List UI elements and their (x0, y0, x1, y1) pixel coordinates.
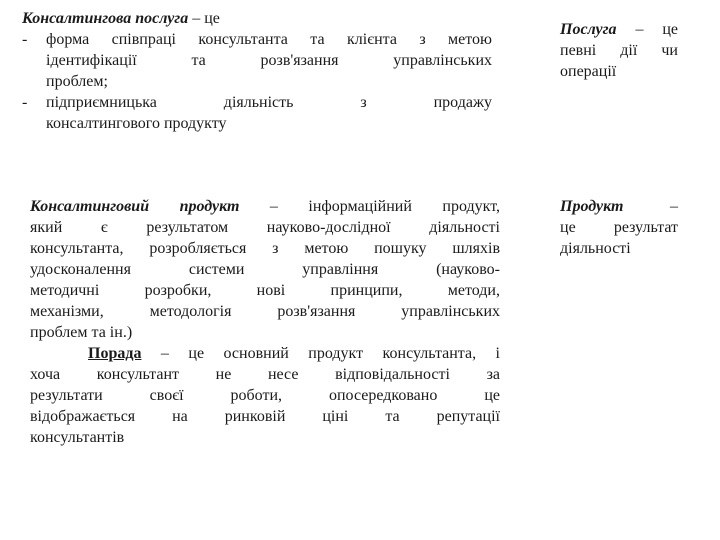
term-consulting-product: Консалтинговий продукт (30, 198, 240, 215)
side-product-block (560, 196, 678, 259)
advice-line: консультантів (30, 429, 125, 446)
advice-line: – це основний продукт консультанта, і (141, 345, 500, 362)
advice-line: відображається на ринковій ціні та репутації (30, 408, 500, 425)
side-service-line: операції (560, 63, 617, 80)
bullet-dash: - (22, 31, 28, 48)
bullet-dash: - (22, 94, 28, 111)
side-service-heading (560, 19, 678, 40)
product-line: який є результатом науково-дослідної діяльності (30, 219, 500, 236)
bullet-line: консалтингового продукту (46, 115, 227, 132)
product-line: удосконалення системи управління (науково- (30, 261, 500, 278)
term-product: Продукт (560, 198, 624, 215)
bullet-line: проблем; (46, 73, 108, 90)
side-service-line: – це (616, 21, 678, 38)
bullet-line: підприємницька діяльність з продажу (46, 94, 492, 111)
definition-service-heading (22, 8, 492, 29)
term-advice: Порада (88, 345, 142, 362)
bullet-line: ідентифікації та розв'язання управлінських (46, 52, 492, 69)
product-line: консультанта, розробляється з метою пошуку шляхів (30, 240, 500, 257)
product-line: проблем та ін.) (30, 324, 133, 341)
definition-product-block (30, 196, 500, 448)
term-suffix: – це (188, 10, 220, 27)
bullet-item (22, 29, 492, 92)
side-product-line: діяльності (560, 240, 631, 257)
side-product-line: – (623, 198, 678, 215)
bullet-item (22, 92, 492, 134)
side-product-heading (560, 196, 678, 217)
side-service-block (560, 19, 678, 82)
bullet-line: форма співпраці консультанта та клієнта з метою (46, 31, 492, 48)
definition-service-block (22, 8, 492, 134)
advice-heading (30, 343, 500, 364)
advice-line: результати своєї роботи, опосередковано це (30, 387, 500, 404)
side-service-line: певні дії чи (560, 42, 678, 59)
product-line: механізми, методологія розв'язання управлінських (30, 303, 500, 320)
term-consulting-service: Консалтингова послуга (22, 10, 189, 27)
definition-product-heading (30, 196, 500, 217)
term-service: Послуга (560, 21, 617, 38)
advice-line: хоча консультант не несе відповідальності за (30, 366, 500, 383)
side-product-line: це результат (560, 219, 678, 236)
product-line: – інформаційний продукт, (239, 198, 500, 215)
product-line: методичні розробки, нові принципи, методи, (30, 282, 500, 299)
